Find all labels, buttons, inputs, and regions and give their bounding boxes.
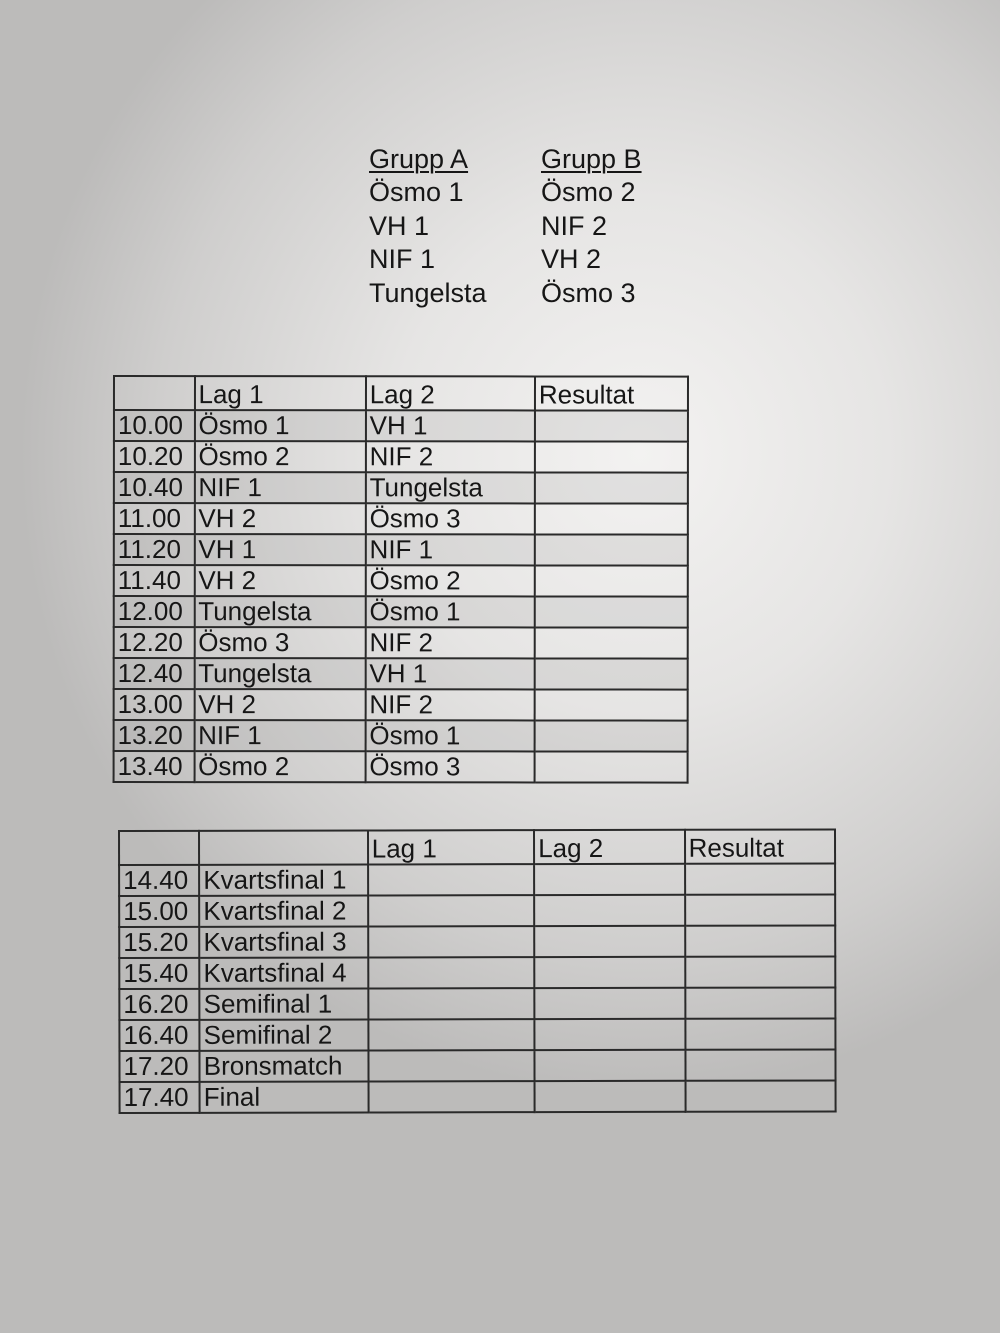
- group-stage-time-cell: 11.20: [114, 534, 195, 565]
- playoff-round-cell: Kvartsfinal 2: [199, 895, 368, 926]
- group-stage-team2-cell: NIF 2: [366, 441, 535, 472]
- playoff-schedule-body: [119, 829, 836, 1112]
- playoff-team2-cell[interactable]: [535, 1081, 685, 1112]
- playoff-team1-cell[interactable]: [368, 864, 535, 895]
- group-stage-result-cell[interactable]: [534, 751, 687, 782]
- group-stage-row: [114, 627, 688, 659]
- playoff-header-cell: Resultat: [685, 829, 836, 863]
- playoff-team1-cell[interactable]: [368, 988, 535, 1019]
- group-stage-time-cell: 11.00: [114, 503, 195, 534]
- group-stage-team2-cell: Tungelsta: [366, 472, 535, 503]
- group-stage-time-cell: 10.00: [114, 410, 195, 441]
- group-stage-row: [114, 751, 688, 783]
- group-stage-team1-cell: Ösmo 3: [194, 627, 365, 658]
- group-stage-team1-cell: NIF 1: [194, 472, 365, 503]
- group-b-team: Ösmo 2: [541, 177, 636, 207]
- group-stage-time-cell: 13.00: [114, 689, 195, 720]
- group-stage-result-cell[interactable]: [535, 503, 688, 534]
- group-stage-team1-cell: VH 2: [194, 689, 365, 720]
- group-stage-team1-cell: Ösmo 2: [194, 441, 365, 472]
- group-stage-row: [114, 720, 688, 752]
- playoff-result-cell[interactable]: [685, 894, 836, 925]
- group-stage-team2-cell: NIF 2: [365, 627, 534, 658]
- group-stage-result-cell[interactable]: [535, 689, 688, 720]
- group-stage-team2-cell: Ösmo 3: [366, 503, 535, 534]
- group-stage-row: [114, 689, 688, 721]
- group-stage-row: [114, 503, 688, 535]
- group-stage-team2-cell: Ösmo 3: [365, 751, 534, 782]
- playoff-row: [119, 863, 835, 895]
- group-stage-result-cell[interactable]: [535, 720, 688, 751]
- group-stage-header-cell: [114, 376, 195, 410]
- group-stage-team1-cell: Ösmo 2: [194, 751, 365, 782]
- group-stage-result-cell[interactable]: [535, 565, 688, 596]
- group-stage-team1-cell: VH 2: [194, 565, 365, 596]
- playoff-result-cell[interactable]: [685, 987, 836, 1018]
- group-stage-time-cell: 12.20: [114, 627, 195, 658]
- group-a: [369, 142, 541, 310]
- playoff-time-cell: 16.40: [119, 1020, 199, 1051]
- group-b-title: Grupp B: [541, 144, 642, 174]
- group-stage-row: [114, 658, 688, 690]
- group-stage-result-cell[interactable]: [535, 534, 688, 565]
- group-stage-result-cell[interactable]: [535, 410, 688, 441]
- playoff-team2-cell[interactable]: [534, 895, 684, 926]
- playoff-team2-cell[interactable]: [534, 864, 684, 895]
- group-stage-team1-cell: Tungelsta: [194, 658, 365, 689]
- group-b-team: NIF 2: [541, 210, 608, 241]
- playoff-round-cell: Final: [200, 1081, 369, 1112]
- group-stage-team2-cell: VH 1: [365, 658, 534, 689]
- playoff-time-cell: 17.40: [120, 1082, 200, 1113]
- group-stage-row: [114, 410, 688, 442]
- playoff-result-cell[interactable]: [685, 1049, 836, 1080]
- group-stage-result-cell[interactable]: [535, 441, 688, 472]
- playoff-header-cell: [199, 830, 368, 864]
- group-stage-header-cell: Lag 2: [366, 376, 535, 410]
- playoff-row: [119, 956, 835, 988]
- group-stage-time-cell: 13.20: [114, 720, 195, 751]
- group-stage-result-cell[interactable]: [535, 658, 688, 689]
- group-stage-team2-cell: Ösmo 1: [365, 596, 534, 627]
- playoff-result-cell[interactable]: [685, 1018, 836, 1049]
- group-stage-time-cell: 10.20: [114, 441, 195, 472]
- group-stage-header-row: [114, 376, 688, 411]
- playoff-result-cell[interactable]: [685, 925, 836, 956]
- playoff-row: [119, 1018, 835, 1050]
- playoff-team1-cell[interactable]: [368, 895, 535, 926]
- group-stage-time-cell: 10.40: [114, 472, 195, 503]
- group-stage-row: [114, 565, 688, 597]
- group-b: [541, 142, 713, 310]
- playoff-team2-cell[interactable]: [535, 1019, 685, 1050]
- playoff-header-row: [119, 829, 835, 864]
- group-stage-row: [114, 472, 688, 504]
- group-a-title: Grupp A: [369, 144, 469, 174]
- playoff-result-cell[interactable]: [685, 863, 836, 894]
- group-stage-header-cell: Lag 1: [195, 376, 366, 410]
- playoff-time-cell: 15.40: [119, 958, 199, 989]
- playoff-round-cell: Semifinal 2: [200, 1019, 369, 1050]
- playoff-team1-cell[interactable]: [368, 1081, 535, 1112]
- playoff-round-cell: Bronsmatch: [200, 1050, 369, 1081]
- group-stage-time-cell: 12.00: [114, 596, 195, 627]
- playoff-team2-cell[interactable]: [534, 988, 684, 1019]
- group-stage-row: [114, 534, 688, 566]
- group-stage-header-cell: Resultat: [535, 376, 688, 410]
- playoff-round-cell: Kvartsfinal 3: [199, 926, 368, 957]
- group-a-team: NIF 1: [369, 244, 436, 274]
- group-stage-time-cell: 11.40: [114, 565, 195, 596]
- playoff-row: [119, 925, 835, 957]
- playoff-team1-cell[interactable]: [368, 957, 535, 988]
- playoff-time-cell: 15.20: [119, 927, 199, 958]
- group-stage-team1-cell: VH 2: [194, 503, 365, 534]
- playoff-header-cell: [119, 831, 199, 865]
- group-stage-row: [114, 596, 688, 628]
- group-a-team: Ösmo 1: [369, 177, 464, 207]
- playoff-team2-cell[interactable]: [535, 1050, 685, 1081]
- group-stage-time-cell: 13.40: [114, 751, 195, 782]
- playoff-team2-cell[interactable]: [534, 926, 684, 957]
- group-stage-result-cell[interactable]: [535, 596, 688, 627]
- playoff-time-cell: 16.20: [119, 989, 199, 1020]
- playoff-time-cell: 14.40: [119, 865, 199, 896]
- playoff-time-cell: 15.00: [119, 896, 199, 927]
- group-stage-team2-cell: NIF 2: [365, 689, 534, 720]
- group-stage-team2-cell: VH 1: [366, 410, 535, 441]
- group-stage-team1-cell: NIF 1: [194, 720, 365, 751]
- playoff-result-cell[interactable]: [685, 956, 836, 987]
- group-stage-row: [114, 441, 688, 473]
- playoff-team1-cell[interactable]: [368, 926, 535, 957]
- playoff-round-cell: Kvartsfinal 4: [199, 957, 368, 988]
- group-b-team: VH 2: [541, 244, 602, 274]
- group-b-team: Ösmo 3: [541, 277, 636, 308]
- playoff-row: [120, 1080, 836, 1112]
- playoff-time-cell: 17.20: [119, 1051, 199, 1082]
- playoff-header-cell: Lag 2: [534, 830, 684, 864]
- group-stage-team2-cell: NIF 1: [366, 534, 535, 565]
- group-stage-team1-cell: Tungelsta: [194, 596, 365, 627]
- group-stage-result-cell[interactable]: [535, 627, 688, 658]
- playoff-row: [119, 894, 835, 926]
- group-stage-team1-cell: Ösmo 1: [194, 410, 365, 441]
- group-stage-result-cell[interactable]: [535, 472, 688, 503]
- playoff-team1-cell[interactable]: [368, 1019, 535, 1050]
- group-a-team: Tungelsta: [369, 277, 487, 308]
- playoff-schedule-table: [118, 828, 837, 1114]
- playoff-round-cell: Semifinal 1: [200, 988, 369, 1019]
- group-a-team: VH 1: [369, 210, 430, 241]
- group-stage-team2-cell: Ösmo 2: [366, 565, 535, 596]
- group-stage-schedule-body: [114, 376, 688, 783]
- group-stage-team1-cell: VH 1: [194, 534, 365, 565]
- playoff-result-cell[interactable]: [685, 1080, 836, 1111]
- group-stage-team2-cell: Ösmo 1: [365, 720, 534, 751]
- group-lists: [369, 142, 713, 310]
- playoff-row: [119, 1049, 835, 1081]
- playoff-round-cell: Kvartsfinal 1: [199, 864, 368, 895]
- playoff-row: [119, 987, 835, 1019]
- group-stage-time-cell: 12.40: [114, 658, 195, 689]
- group-stage-schedule-table: [113, 375, 689, 784]
- playoff-team1-cell[interactable]: [368, 1050, 535, 1081]
- playoff-header-cell: Lag 1: [368, 830, 535, 864]
- playoff-team2-cell[interactable]: [534, 957, 684, 988]
